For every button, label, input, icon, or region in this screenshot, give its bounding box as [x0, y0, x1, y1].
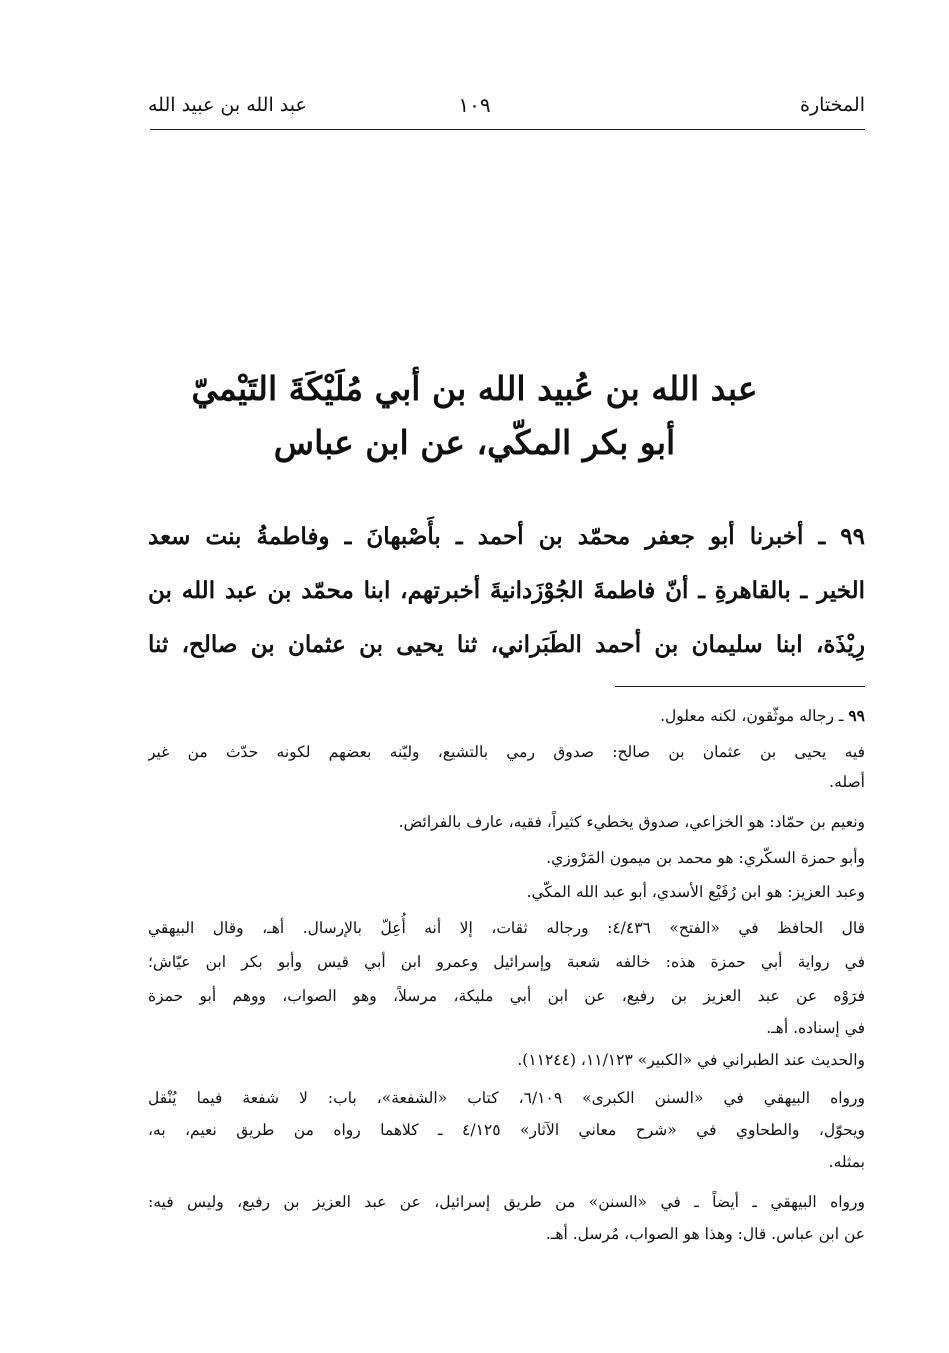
footnote-separator — [615, 686, 865, 687]
hadith-text — [148, 510, 865, 672]
footnote-line-8: في رواية أبي حمزة هذه: خالفه شعبة وإسرائيل وعمرو ابن أبي قيس وأبو بكر ابن عيّاش؛ — [148, 953, 865, 971]
footnote-line-15: ورواه البيهقي ـ أيضاً ـ في «السنن» من طريق إسرائيل، عن عبد العزيز بن رفيع، وليس فيه: — [148, 1193, 865, 1211]
running-header-book-title: المختارة — [800, 94, 865, 116]
footnote-number: ٩٩ — [848, 706, 865, 725]
footnote-line-10: في إسناده. أهـ. — [766, 1019, 865, 1037]
footnote-line-4: ونعيم بن حمّاد: هو الخزاعي، صدوق يخطيء كثيراً، فقيه، عارف بالفرائض. — [398, 813, 865, 831]
footnote-line-12: ورواه البيهقي في «السنن الكبرى» ٦/١٠٩، كتاب «الشفعة»، باب: لا شفعة فيما يُنْقل — [148, 1089, 865, 1107]
hadith-number: ٩٩ — [840, 523, 865, 550]
footnote-line-7: قال الحافظ في «الفتح» ٤/٤٣٦: ورجاله ثقات، إلا أنه أُعِلّ بالإرسال. أهـ، وقال البيهقي — [148, 919, 865, 937]
hadith-line-1-text: ـ أخبرنا أبو جعفر محمّد بن أحمد ـ بأَصْبهانَ ـ وفاطمةُ بنت سعد — [148, 523, 826, 550]
hadith-line-1 — [148, 510, 865, 564]
footnote-line-1 — [148, 700, 865, 732]
chapter-title-line-2: أبو بكر المكّي، عن ابن عباس — [273, 423, 676, 462]
footnote-line-11: والحديث عند الطبراني في «الكبير» ١١/١٢٣، (١١٢٤٤). — [517, 1051, 865, 1069]
footnote-line-3: أصله. — [829, 773, 865, 791]
footnote-line-5: وأبو حمزة السكّري: هو محمد بن ميمون المَرْوزي. — [546, 849, 865, 867]
hadith-line-3: رِيْذَة، ابنا سليمان بن أحمد الطَبَراني، ثنا يحيى بن عثمان بن صالح، ثنا — [148, 631, 865, 658]
footnote-line-1-text: ـ رجاله موثّقون، لكنه معلول. — [660, 707, 844, 725]
chapter-title-line-1: عبد الله بن عُبيد الله بن أبي مُلَيْكَةَ التَيْميّ — [191, 369, 758, 408]
page-number: ١٠٩ — [458, 93, 491, 117]
footnote-line-9: فرَوْه عن عبد العزيز بن رفيع، عن ابن أبي مليكة، مرسلاً، وهو الصواب، ووهم أبو حمزة — [148, 987, 865, 1005]
header-rule — [150, 129, 865, 130]
hadith-line-2: الخير ـ بالقاهرةِ ـ أنّ فاطمةَ الجُوْزَدانيةَ أخبرتهم، ابنا محمّد بن عبد الله بن — [148, 577, 865, 604]
footnote-line-14: بمثله. — [828, 1153, 865, 1171]
footnote-line-16: عن ابن عباس. قال: وهذا هو الصواب، مُرسل. أهـ. — [545, 1225, 865, 1243]
footnote-line-13: ويحوّل، والطحاوي في «شرح معاني الآثار» ٤/١٢٥ ـ كلاهما رواه من طريق نعيم، به، — [148, 1121, 865, 1139]
footnote-line-2: فيه يحيى بن عثمان بن صالح: صدوق رمي بالتشيع، وليّنه بعضهم لكونه حدّث من غير — [148, 743, 865, 761]
footnote-line-6: وعبد العزيز: هو ابن رُفَيْع الأسدي، أبو عبد الله المكّي. — [526, 883, 865, 901]
running-header-chapter-name: عبد الله بن عبيد الله — [148, 94, 307, 116]
